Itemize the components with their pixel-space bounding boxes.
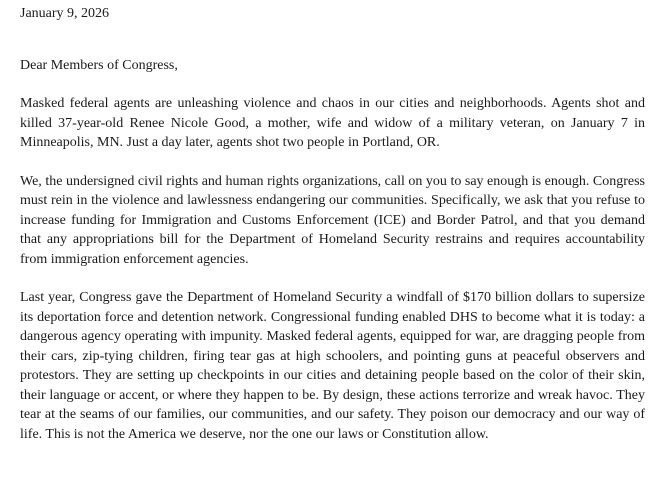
letter-salutation: Dear Members of Congress, [20, 57, 178, 73]
letter-date: January 9, 2026 [20, 6, 110, 21]
body-paragraph-3: Last year, Congress gave the Department of Homeland Security a windfall of $170 billion dollars to supersize its deportation force and detention network. Congressional funding enabled DHS to become what it is today: a dangerous agency operating with impunity. Masked federal agents, equipped for war, are dragging people from their cars, zip-tying children, firing tear gas at high schoolers, and pointing guns at peaceful observers and protestors. They are setting up checkpoints in our cities and detaining people based on the color of their skin, their language or accent, or where they happen to be. By design, these actions terrorize and wreak havoc. They tear at the seams of our families, our communities, and our safety. They poison our democracy and our way of life. This is not the America we deserve, nor the one our laws or Constitution allow. [20, 290, 645, 442]
body-paragraph-2: We, the undersigned civil rights and human rights organizations, call on you to say enough is enough. Congress must rein in the violence and lawlessness endangering our communities. Specifically, we ask that you refuse to increase funding for Immigration and Customs Enforcement (ICE) and Border Patrol, and that you demand that any appropriations bill for the Department of Homeland Security restrains and requires accountability from immigration enforcement agencies. [20, 173, 645, 267]
body-paragraph-1: Masked federal agents are unleashing violence and chaos in our cities and neighborhoods. Agents shot and killed 37-year-old Renee Nicole Good, a mother, wife and widow of a military veteran, on January 7 in Minneapolis, MN. Just a day later, agents shot two people in Portland, OR. [20, 96, 645, 150]
